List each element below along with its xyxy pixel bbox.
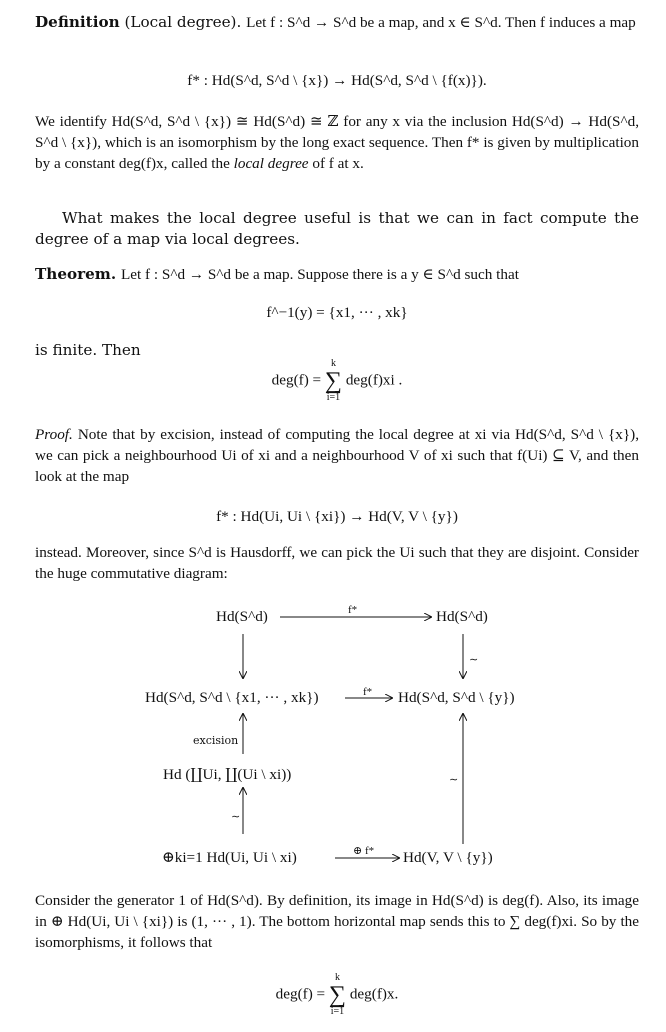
theorem-display-2-rhs: deg(f)xi . (345, 371, 403, 389)
definition-display: f* : Hd(S^d, S^d \ {x}) → Hd(S^d, S^d \ {f(x)}). (187, 72, 487, 89)
node-low-left: Hd (∐Ui, ∐(Ui \ xi)) (163, 766, 292, 783)
definition-block (35, 12, 639, 33)
definition-text-1: Let f : S^d → S^d be a map, and x ∈ S^d. Then f induces a map (246, 14, 636, 31)
commutative-diagram (35, 596, 639, 876)
proof-text-1: Note that by excision, instead of computing the local degree at xi via Hd(S^d, S^d \ {x}), we can pick a neighbourhood Ui of xi and a neighbourhood V of xi such that f(Ui) ⊆ V, and then look at the map (35, 426, 640, 485)
paragraph-1 (35, 208, 639, 250)
sum-bottom: i=1 (326, 392, 341, 403)
theorem-text-1: Let f : S^d → S^d be a map. Suppose there is a y ∈ S^d such that (121, 266, 519, 283)
proof-heading: Proof. (35, 426, 73, 443)
definition-name: (Local degree). (124, 13, 242, 31)
definition-text-2 (35, 111, 639, 174)
final-display (35, 972, 639, 1018)
final-sum-top: k (334, 972, 340, 983)
node-mid-right: Hd(S^d, S^d \ {y}) (398, 689, 515, 706)
node-top-right: Hd(S^d) (436, 608, 488, 625)
theorem-display-1: f^−1(y) = {x1, ··· , xk} (266, 304, 408, 321)
theorem-heading: Theorem. (35, 265, 117, 283)
theorem-block (35, 264, 639, 285)
label-bottom-oplus-fstar: ⊕ f* (353, 845, 375, 857)
final-rhs: deg(f)x. (349, 985, 399, 1003)
definition-text-2b: of f at x. (312, 155, 364, 172)
definition-heading: Definition (35, 13, 120, 31)
node-bottom-left: ⊕ki=1 Hd(Ui, Ui \ xi) (162, 849, 297, 866)
paragraph-1-text: What makes the local degree useful is that we can in fact compute the degree of a map via local degrees. (35, 209, 639, 248)
paragraph-2-text: Consider the generator 1 of Hd(S^d). By definition, its image in Hd(S^d) is deg(f). Also, its image in ⊕ Hd(Ui, Ui \ {xi}) is (1, ··· , 1). The bottom horizontal map sends this to ∑ deg(f)xi. So by the isomorphisms, it follows that (35, 892, 639, 951)
label-middle-fstar: f* (363, 686, 373, 698)
proof-block (35, 424, 639, 487)
label-iso-right: ∼ (449, 773, 459, 786)
label-iso-left: ∼ (231, 810, 241, 823)
sum-top: k (330, 358, 336, 369)
node-top-left: Hd(S^d) (216, 608, 268, 625)
theorem-text-2-p: is finite. Then (35, 341, 141, 359)
final-sum-bottom: i=1 (330, 1006, 345, 1017)
sum-operator: k ∑ i=1 (324, 358, 343, 403)
final-sum-operator: k ∑ i=1 (328, 972, 347, 1017)
proof-text-2-p: instead. Moreover, since S^d is Hausdorff, we can pick the Ui such that they are disjoint. Consider the huge commutative diagram: (35, 544, 639, 582)
label-excision: excision (193, 734, 239, 747)
theorem-display-2-lhs: deg(f) = (271, 371, 322, 389)
local-degree-term: local degree (233, 155, 309, 172)
label-iso-right-top: ∼ (469, 653, 479, 666)
proof-display: f* : Hd(Ui, Ui \ {xi}) → Hd(V, V \ {y}) (216, 508, 458, 525)
proof-text-2 (35, 542, 639, 584)
theorem-display-2 (35, 358, 639, 404)
diagram-arrows (35, 596, 639, 876)
definition-text-2a: We identify Hd(S^d, S^d \ {x}) ≅ Hd(S^d) ≅ ℤ for any x via the inclusion Hd(S^d) → Hd(S^d, S^d \ {x}), which is an isomorphism by the long exact sequence. Then f* is given by multiplication by a constant deg(f)x, called the (35, 113, 639, 172)
node-mid-left: Hd(S^d, S^d \ {x1, ··· , xk}) (145, 689, 319, 706)
paragraph-2 (35, 890, 639, 953)
node-bottom-right: Hd(V, V \ {y}) (403, 849, 493, 866)
label-top-fstar: f* (348, 604, 358, 616)
final-lhs: deg(f) = (275, 985, 326, 1003)
